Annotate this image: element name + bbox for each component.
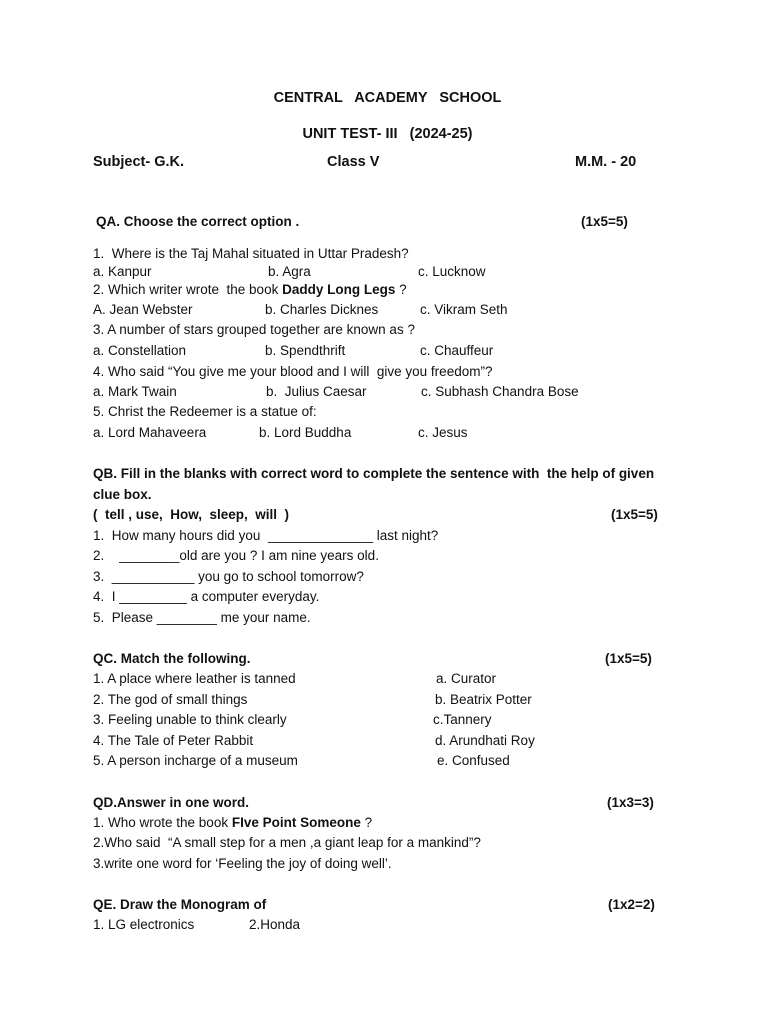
qc-title: QC. Match the following. xyxy=(93,651,251,666)
qc-left-5: 5. A person incharge of a museum xyxy=(93,753,298,768)
qc-right-4: d. Arundhati Roy xyxy=(435,733,535,748)
qd-title: QD.Answer in one word. xyxy=(93,795,250,810)
qa-q5-option-c: c. Jesus xyxy=(418,425,468,440)
qa-title: QA. Choose the correct option . xyxy=(96,214,300,229)
qc-right-1: a. Curator xyxy=(436,671,497,686)
qa-marks: (1x5=5) xyxy=(581,214,628,229)
qe-option-1: 1. LG electronics xyxy=(93,917,195,932)
subject-label: Subject- G.K. xyxy=(93,154,185,170)
qa-q1-option-b: b. Agra xyxy=(268,264,311,279)
qd-marks: (1x3=3) xyxy=(607,795,654,810)
qa-q2-option-c: c. Vikram Seth xyxy=(420,302,508,317)
qa-q1-option-c: c. Lucknow xyxy=(418,264,486,279)
qa-question-4: 4. Who said “You give me your blood and I will give you freedom”? xyxy=(93,364,493,379)
qc-right-5: e. Confused xyxy=(437,753,510,768)
qb-title: QB. Fill in the blanks with correct word to complete the sentence with the help of given xyxy=(93,466,655,481)
qc-right-2: b. Beatrix Potter xyxy=(435,692,532,707)
qa-q1-option-a: a. Kanpur xyxy=(93,264,152,279)
qa-q5-option-a: a. Lord Mahaveera xyxy=(93,425,207,440)
qb-marks: (1x5=5) xyxy=(611,507,658,522)
qa-question-1: 1. Where is the Taj Mahal situated in Uttar Pradesh? xyxy=(93,246,409,261)
qd-question-1: 1. Who wrote the book FIve Point Someone ? xyxy=(93,815,373,830)
qb-clue-box: ( tell , use, How, sleep, will ) xyxy=(93,507,290,522)
qc-marks: (1x5=5) xyxy=(605,651,652,666)
qa-q2-option-a: A. Jean Webster xyxy=(93,302,193,317)
test-title: UNIT TEST- III (2024-25) xyxy=(302,126,473,142)
qe-marks: (1x2=2) xyxy=(608,897,655,912)
qb-item-5: 5. Please ________ me your name. xyxy=(93,610,311,625)
qa-q5-option-b: b. Lord Buddha xyxy=(259,425,352,440)
qa-question-3: 3. A number of stars grouped together are known as ? xyxy=(93,322,415,337)
qa-q4-option-b: b. Julius Caesar xyxy=(266,384,367,399)
class-label: Class V xyxy=(327,154,380,170)
book-title: FIve Point Someone xyxy=(231,815,361,830)
school-name: CENTRAL ACADEMY SCHOOL xyxy=(273,90,502,106)
qb-title-continued: clue box. xyxy=(93,487,152,502)
qe-title: QE. Draw the Monogram of xyxy=(93,897,267,912)
qc-left-1: 1. A place where leather is tanned xyxy=(93,671,296,686)
qd-question-3: 3.write one word for ‘Feeling the joy of doing well’. xyxy=(93,856,392,871)
qa-q4-option-a: a. Mark Twain xyxy=(93,384,177,399)
qe-option-2: 2.Honda xyxy=(249,917,301,932)
qa-question-5: 5. Christ the Redeemer is a statue of: xyxy=(93,404,317,419)
qb-item-3: 3. ___________ you go to school tomorrow? xyxy=(93,569,364,584)
qa-q3-option-c: c. Chauffeur xyxy=(420,343,494,358)
max-marks-label: M.M. - 20 xyxy=(575,154,637,170)
qc-left-4: 4. The Tale of Peter Rabbit xyxy=(93,733,254,748)
qb-item-2: 2. ________old are you ? I am nine years old. xyxy=(93,548,379,563)
qb-item-4: 4. I _________ a computer everyday. xyxy=(93,589,320,604)
qc-right-3: c.Tannery xyxy=(433,712,492,727)
book-title: Daddy Long Legs xyxy=(282,282,396,297)
qa-q4-option-c: c. Subhash Chandra Bose xyxy=(421,384,579,399)
qa-q3-option-b: b. Spendthrift xyxy=(265,343,346,358)
qb-item-1: 1. How many hours did you ______________ last night? xyxy=(93,528,439,543)
qd-question-2: 2.Who said “A small step for a men ,a giant leap for a mankind”? xyxy=(93,835,481,850)
qa-question-2: 2. Which writer wrote the book Daddy Long Legs ? xyxy=(93,282,407,297)
qa-q2-option-b: b. Charles Dicknes xyxy=(265,302,379,317)
qa-q3-option-a: a. Constellation xyxy=(93,343,187,358)
qc-left-3: 3. Feeling unable to think clearly xyxy=(93,712,287,727)
qc-left-2: 2. The god of small things xyxy=(93,692,248,707)
